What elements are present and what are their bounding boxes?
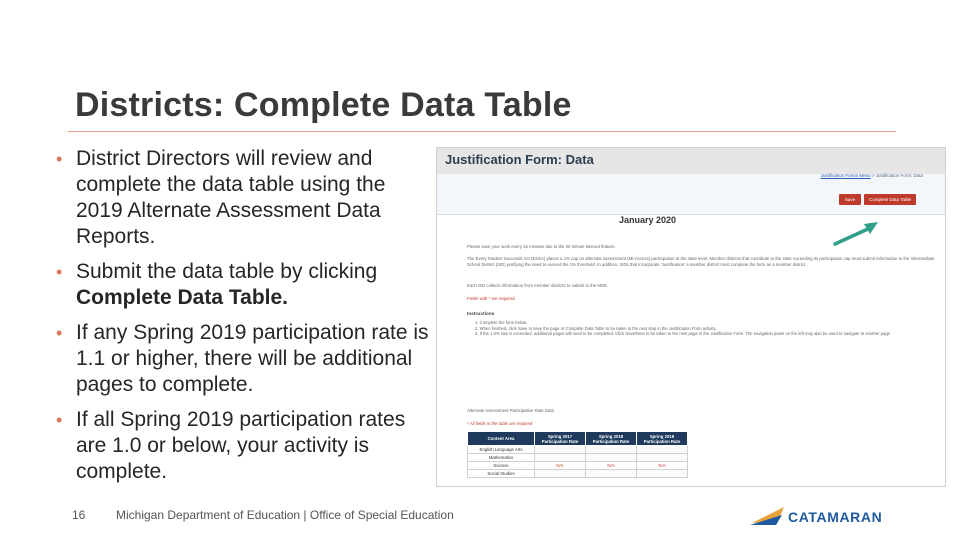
table-header-row xyxy=(468,432,688,446)
bullet-item xyxy=(56,407,436,485)
logo-text: CATAMARAN xyxy=(788,509,883,525)
rate-input[interactable] xyxy=(535,454,586,462)
slide-title: Districts: Complete Data Table xyxy=(75,86,572,124)
rate-input[interactable] xyxy=(637,446,688,454)
content-area-cell: Social Studies xyxy=(468,470,535,478)
column-header: Spring 2019 Participation Rate xyxy=(637,432,688,446)
breadcrumb-link[interactable]: Justification Forms Menu xyxy=(820,173,871,178)
rate-value: N/A xyxy=(535,462,586,470)
rate-input[interactable] xyxy=(535,470,586,478)
breadcrumb-current: Justification Form: Data xyxy=(875,173,923,178)
content-area-cell: Science xyxy=(468,462,535,470)
bullet-marker: • xyxy=(56,323,63,343)
table-row xyxy=(468,454,688,462)
report-month: January 2020 xyxy=(619,215,677,225)
essa-note: The Every Student Succeeds Act (ESSA) places a 1% cap on alternate assessment (MI-Access) participation at the state level. Member districts that contribute to the state exceeding its participation cap must submit information to the Intermediate School District (ISD) justifying the need to exceed the 1% threshold. In addition, ISDs that incorporate 'Justification' a member district must complete the form as a member district. xyxy=(467,256,935,267)
instructions-list xyxy=(475,320,935,337)
instruction-step: 2. When finished, click Save to save the page or Complete Data Table to be taken to the next step in the Justification Form activity. xyxy=(475,325,717,331)
content-area-cell: Mathematics xyxy=(468,454,535,462)
required-note: Fields with * are required. xyxy=(467,296,516,301)
bullet-item xyxy=(56,259,436,311)
table-caption: Alternate Assessment Participation Rate Data xyxy=(467,408,554,413)
breadcrumb xyxy=(821,173,923,178)
rate-input[interactable] xyxy=(586,446,637,454)
justification-form-screenshot xyxy=(436,147,946,487)
bullet-list xyxy=(56,146,436,494)
table-row xyxy=(468,470,688,478)
bullet-item xyxy=(56,320,436,398)
bullet-text: If any Spring 2019 participation rate is 1.1 or higher, there will be additional pages to complete. xyxy=(76,321,429,396)
bullet-marker: • xyxy=(56,410,63,430)
rate-input[interactable] xyxy=(535,446,586,454)
bullet-item xyxy=(56,146,436,250)
save-button[interactable]: Save xyxy=(839,194,861,205)
column-header: Spring 2017 Participation Rate xyxy=(535,432,586,446)
title-divider xyxy=(68,131,896,132)
participation-table xyxy=(467,431,688,478)
complete-data-table-button[interactable]: Complete Data Table xyxy=(864,194,916,205)
form-header xyxy=(437,148,945,174)
isd-note: Each ISD collects information from member districts to submit to the MDE. xyxy=(467,283,609,288)
sail-icon xyxy=(748,503,788,529)
timeout-note: Please save your work every 15 minutes due to the 20 minute timeout feature. xyxy=(467,244,616,249)
rate-value: N/A xyxy=(586,462,637,470)
catamaran-logo xyxy=(748,503,898,529)
rate-input[interactable] xyxy=(586,470,637,478)
rate-input[interactable] xyxy=(637,454,688,462)
content-area-cell: English Language Arts xyxy=(468,446,535,454)
table-required-note: * All fields in the table are required xyxy=(467,421,533,426)
bullet-marker: • xyxy=(56,262,63,282)
column-header: Content Area xyxy=(468,432,535,446)
page-number: 16 xyxy=(72,508,86,522)
bullet-bold-text: Complete Data Table. xyxy=(76,286,288,309)
bullet-text: Submit the data table by clicking xyxy=(76,260,378,283)
table-row xyxy=(468,446,688,454)
bullet-marker: • xyxy=(56,149,63,169)
rate-input[interactable] xyxy=(586,454,637,462)
form-title: Justification Form: Data xyxy=(445,152,594,167)
rate-value: N/A xyxy=(637,462,688,470)
instructions-heading: Instructions xyxy=(467,312,495,317)
footer-text: Michigan Department of Education | Office of Special Education xyxy=(116,508,454,522)
instruction-step: 3. If the 1.0% rate is exceeded, additional pages will need to be completed. Click Save/Next to be taken to the next page in the Justification Form. The navigation panel on the left may also be used to navigate to another page. xyxy=(475,331,892,336)
bullet-text: If all Spring 2019 participation rates are 1.0 or below, your activity is complete. xyxy=(76,408,406,483)
column-header: Spring 2018 Participation Rate xyxy=(586,432,637,446)
rate-input[interactable] xyxy=(637,470,688,478)
breadcrumb-separator: > xyxy=(870,173,876,178)
instruction-step: 1. Complete the form below. xyxy=(475,320,528,325)
bullet-text: District Directors will review and complete the data table using the 2019 Alternate Assessment Data Reports. xyxy=(76,147,386,248)
table-row xyxy=(468,462,688,470)
